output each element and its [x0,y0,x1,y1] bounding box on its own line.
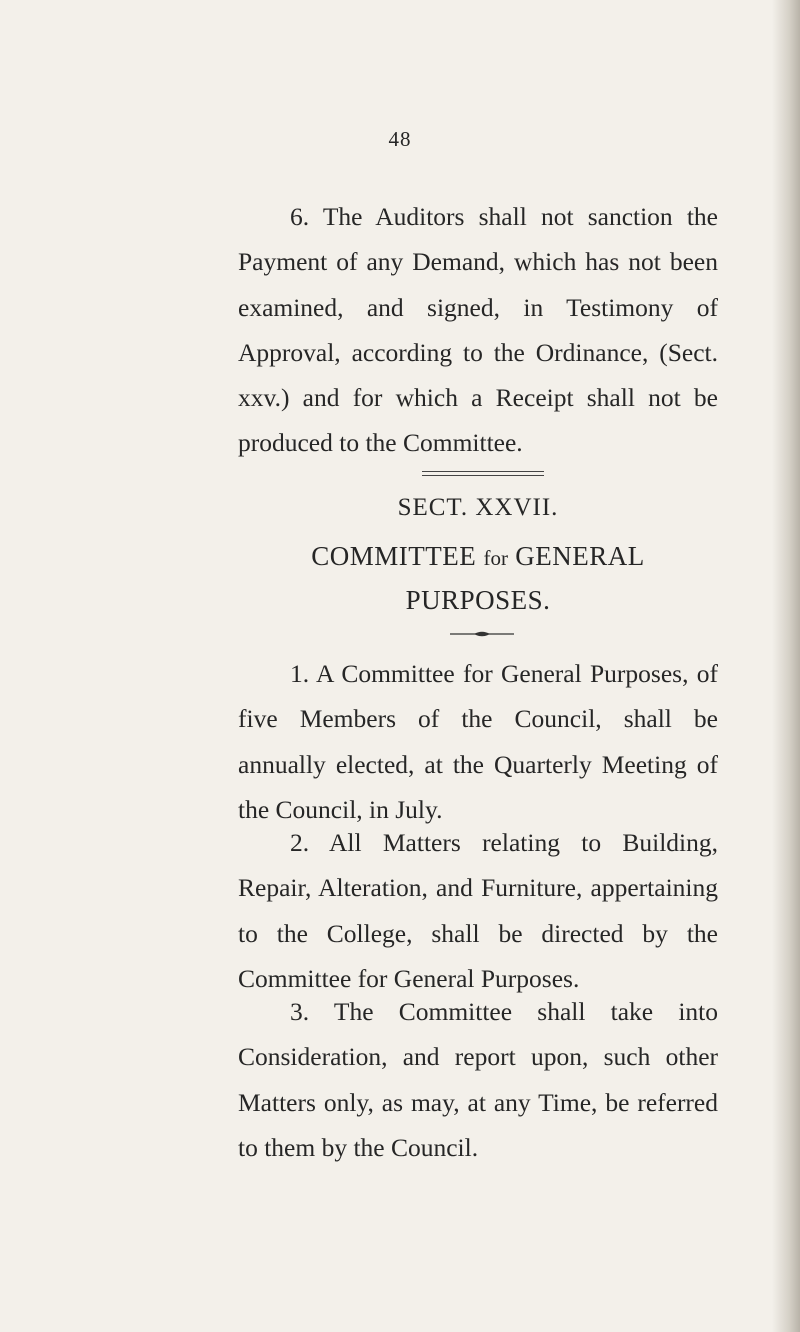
double-rule-divider [422,471,544,476]
paragraph-2-number: 2. [290,828,310,857]
section-title: SECT. XXVII. [397,494,559,521]
page-number: 48 [388,127,412,151]
paragraph-3-number: 3. [290,997,310,1026]
heading-committee: COMMITTEE [311,541,477,571]
heading-for: for [483,546,508,570]
paragraph-1-number: 1. [290,659,310,688]
paragraph-2 [238,820,718,1001]
section-heading [238,535,718,621]
paragraph-6-text: The Auditors shall not sanction the Payment of any Demand, which has not been examined, and signed, in Testimony of Approval, according to the Ordinance, (Sect. xxv.) and for which a Receipt shall not be produced to the Committee. [238,202,718,458]
section-heading-line-1 [238,535,718,579]
paragraph-3 [238,989,718,1170]
ornament-divider-icon [450,629,514,639]
paragraph-6-number: 6. [290,202,310,231]
paragraph-1-text: A Committee for General Purposes, of five Members of the Council, shall be annually elected, at the Quarterly Meeting of the Council, in July. [238,659,719,824]
paragraph-1 [238,651,718,832]
paragraph-3-text: The Committee shall take into Consideration, and report upon, such other Matters only, as may, at any Time, be referred to them by the Council. [238,997,719,1162]
page-edge-shadow [772,0,800,1332]
section-heading-line-2: PURPOSES. [405,585,551,615]
paragraph-6 [238,194,718,466]
heading-general: GENERAL [515,541,645,571]
paragraph-2-text: All Matters relating to Building, Repair, Alteration, and Furniture, appertaining to the College, shall be directed by the Committee for General Purposes. [238,828,718,993]
